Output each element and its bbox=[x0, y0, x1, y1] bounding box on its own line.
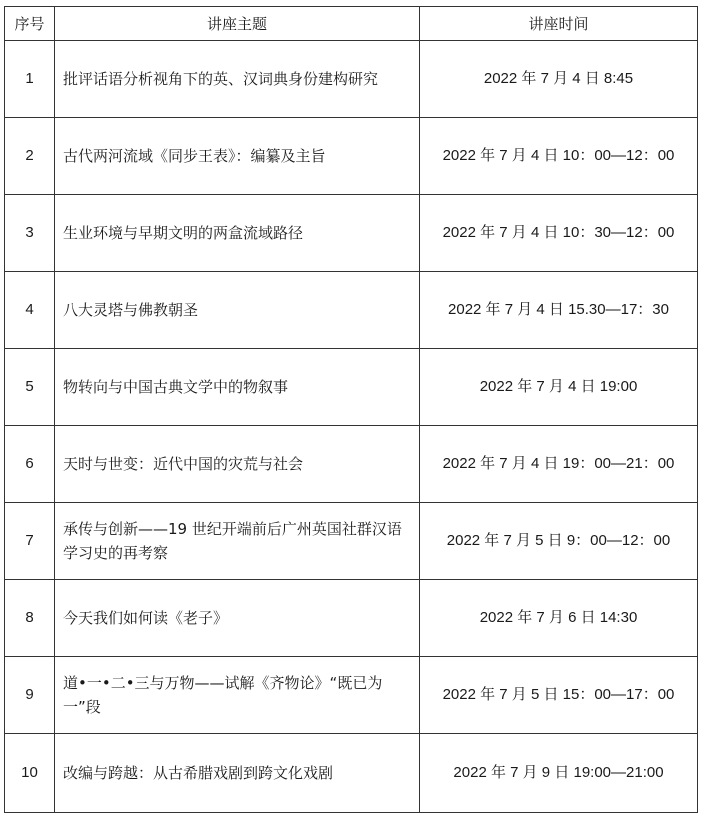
row-time: 2022 年 7 月 4 日 19：00—21：00 bbox=[420, 426, 698, 503]
row-topic: 批评话语分析视角下的英、汉词典身份建构研究 bbox=[55, 41, 420, 118]
table-header-row bbox=[5, 7, 698, 41]
table-row bbox=[5, 734, 698, 813]
row-time: 2022 年 7 月 5 日 9：00—12：00 bbox=[420, 503, 698, 580]
row-num: 4 bbox=[5, 272, 55, 349]
lecture-schedule-table bbox=[4, 6, 698, 813]
row-time: 2022 年 7 月 5 日 15：00—17：00 bbox=[420, 657, 698, 734]
row-topic: 古代两河流域《同步王表》：编纂及主旨 bbox=[55, 118, 420, 195]
table-row bbox=[5, 195, 698, 272]
table-row bbox=[5, 118, 698, 195]
row-num: 6 bbox=[5, 426, 55, 503]
row-num: 8 bbox=[5, 580, 55, 657]
row-num: 10 bbox=[5, 734, 55, 813]
row-topic: 改编与跨越：从古希腊戏剧到跨文化戏剧 bbox=[55, 734, 420, 813]
table-row bbox=[5, 580, 698, 657]
table-row bbox=[5, 272, 698, 349]
row-num: 7 bbox=[5, 503, 55, 580]
header-time: 讲座时间 bbox=[420, 7, 698, 41]
header-num: 序号 bbox=[5, 7, 55, 41]
row-topic: 承传与创新——19 世纪开端前后广州英国社群汉语学习史的再考察 bbox=[55, 503, 420, 580]
header-topic: 讲座主题 bbox=[55, 7, 420, 41]
row-num: 3 bbox=[5, 195, 55, 272]
row-time: 2022 年 7 月 6 日 14:30 bbox=[420, 580, 698, 657]
row-time: 2022 年 7 月 4 日 8:45 bbox=[420, 41, 698, 118]
table-row bbox=[5, 41, 698, 118]
row-num: 5 bbox=[5, 349, 55, 426]
row-num: 9 bbox=[5, 657, 55, 734]
table-row bbox=[5, 503, 698, 580]
row-time: 2022 年 7 月 4 日 15.30—17：30 bbox=[420, 272, 698, 349]
row-time: 2022 年 7 月 4 日 10：00—12：00 bbox=[420, 118, 698, 195]
table-row bbox=[5, 426, 698, 503]
row-num: 2 bbox=[5, 118, 55, 195]
row-topic: 道•一•二•三与万物——试解《齐物论》“既已为一”段 bbox=[55, 657, 420, 734]
row-time: 2022 年 7 月 4 日 10：30—12：00 bbox=[420, 195, 698, 272]
row-topic: 物转向与中国古典文学中的物叙事 bbox=[55, 349, 420, 426]
row-topic: 天时与世变：近代中国的灾荒与社会 bbox=[55, 426, 420, 503]
row-num: 1 bbox=[5, 41, 55, 118]
table-row bbox=[5, 657, 698, 734]
row-time: 2022 年 7 月 4 日 19:00 bbox=[420, 349, 698, 426]
row-topic: 今天我们如何读《老子》 bbox=[55, 580, 420, 657]
row-topic: 生业环境与早期文明的两盒流域路径 bbox=[55, 195, 420, 272]
table-row bbox=[5, 349, 698, 426]
row-topic: 八大灵塔与佛教朝圣 bbox=[55, 272, 420, 349]
row-time: 2022 年 7 月 9 日 19:00—21:00 bbox=[420, 734, 698, 813]
